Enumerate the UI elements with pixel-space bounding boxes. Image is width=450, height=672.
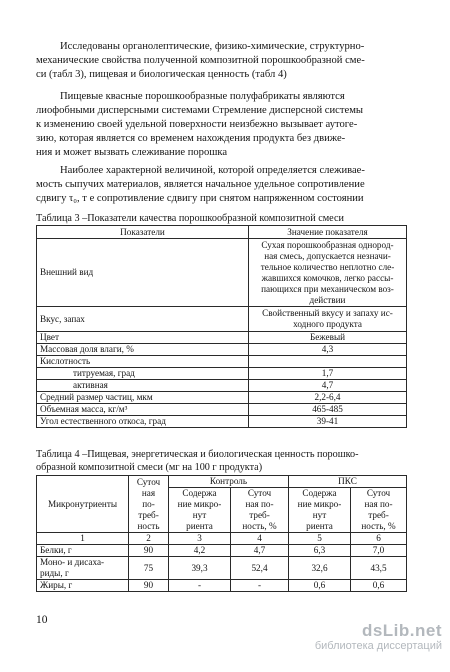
- table3-cell-value: 4,3: [249, 344, 407, 356]
- table4-cell: 0,6: [289, 580, 351, 592]
- table4-cell: 39,3: [169, 557, 231, 580]
- table3-cell-name: титруемая, град: [37, 368, 249, 380]
- table4-header-content: Содержа ние микро- нут риента: [289, 488, 351, 533]
- table4-header-daily-need: Суточ ная по- треб- ность: [129, 476, 169, 533]
- table3-cell-value: [249, 356, 407, 368]
- table4: [36, 475, 407, 592]
- table3-header-indicator: Показатели: [37, 226, 249, 239]
- table3-cell-name: Вкус, запах: [37, 307, 249, 332]
- table4-cell: 4,7: [231, 545, 289, 557]
- table3-cell-name: активная: [37, 380, 249, 392]
- table4-cell: 32,6: [289, 557, 351, 580]
- text-line: си (табл 3), пищевая и биологическая ценность (табл 4): [36, 69, 287, 80]
- text-line: к изменению своей удельной поверхности неизбежно вызывает аутоге-: [36, 119, 358, 130]
- table4-column-number: 2: [129, 533, 169, 545]
- table4-cell: 7,0: [351, 545, 407, 557]
- table3-cell-name: Угол естественного откоса, град: [37, 416, 249, 428]
- table4-cell-name: Белки, г: [37, 545, 129, 557]
- text-line: лиофобными дисперсными системами Стремление дисперсной системы: [36, 105, 364, 116]
- text-line: зию, которая является со временем нахождения продукта без движе-: [36, 133, 346, 144]
- table4-header-need-percent: Суточ ная по- треб- ность, %: [231, 488, 289, 533]
- text-line: Исследованы органолептические, физико-химические, структурно-: [60, 41, 365, 52]
- table3-cell-name: Объемная масса, кг/м³: [37, 404, 249, 416]
- table3-cell-name: Массовая доля влаги, %: [37, 344, 249, 356]
- table4-cell-name: Моно- и дисаха- риды, г: [37, 557, 129, 580]
- table4-column-number: 1: [37, 533, 129, 545]
- table3-cell-name: Цвет: [37, 332, 249, 344]
- table3-cell-value: Сухая порошкообразная однород- ная смесь, допускается незначи- тельное количество неплотно сле- жавшихся комочков, легко рассы- пающихся при механическом воз- действии: [249, 239, 407, 307]
- table4-cell: 4,2: [169, 545, 231, 557]
- table4-cell: 43,5: [351, 557, 407, 580]
- table4-cell: 90: [129, 545, 169, 557]
- table3-cell-name: Кислотность: [37, 356, 249, 368]
- table4-caption: Таблица 4 –Пищевая, энергетическая и биологическая ценность порошко- образной композитной смеси (мг на 100 г продукта): [36, 449, 359, 473]
- table4-cell: -: [231, 580, 289, 592]
- paragraph-3: [36, 164, 408, 206]
- table4-column-number: 4: [231, 533, 289, 545]
- paragraph-2: [36, 90, 408, 160]
- table4-cell: 6,3: [289, 545, 351, 557]
- table4-header-pks: ПКС: [289, 476, 407, 488]
- table4-cell-name: Жиры, г: [37, 580, 129, 592]
- table3-cell-value: 39-41: [249, 416, 407, 428]
- table3-cell-value: Свойственный вкусу и запаху ис- ходного продукта: [249, 307, 407, 332]
- table3-cell-value: Бежевый: [249, 332, 407, 344]
- table3-header-value: Значение показателя: [249, 226, 407, 239]
- table3-caption: Таблица 3 –Показатели качества порошкообразной композитной смеси: [36, 213, 344, 224]
- table3-cell-value: 1,7: [249, 368, 407, 380]
- table3-cell-name: Внешний вид: [37, 239, 249, 307]
- watermark-brand: dsLib.net: [361, 621, 442, 640]
- table4-cell: -: [169, 580, 231, 592]
- table4-header-control: Контроль: [169, 476, 289, 488]
- page-number: 10: [36, 614, 48, 626]
- table3-cell-value: 2,2-6,4: [249, 392, 407, 404]
- watermark-subtitle: библиотека диссертаций: [314, 640, 442, 652]
- table4-column-number: 6: [351, 533, 407, 545]
- table4-header-need-percent: Суточ ная по- треб- ность, %: [351, 488, 407, 533]
- table3-cell-value: 465-485: [249, 404, 407, 416]
- table4-column-number: 5: [289, 533, 351, 545]
- table4-cell: 52,4: [231, 557, 289, 580]
- text-line: ния и может вызвать слеживание порошка: [36, 147, 228, 158]
- text-line: мость сыпучих материалов, является начальное удельное сопротивление: [36, 179, 365, 190]
- text-line: Наиболее характерной величиной, которой определяется слеживае-: [60, 165, 365, 176]
- paragraph-1: [36, 40, 408, 82]
- table3: [36, 225, 407, 428]
- text-line: сдвигу τ₀, т е сопротивление сдвигу при снятом напряженном состоянии: [36, 193, 364, 204]
- table4-header-micronutrients: Микронутриенты: [37, 476, 129, 533]
- text-line: Пищевые квасные порошкообразные полуфабрикаты являются: [60, 91, 345, 102]
- table4-cell: 0,6: [351, 580, 407, 592]
- text-line: механические свойства полученной композитной порошкообразной сме-: [36, 55, 365, 66]
- table4-cell: 90: [129, 580, 169, 592]
- table4-cell: 75: [129, 557, 169, 580]
- table3-cell-value: 4,7: [249, 380, 407, 392]
- table4-header-content: Содержа ние микро- нут риента: [169, 488, 231, 533]
- table3-cell-name: Средний размер частиц, мкм: [37, 392, 249, 404]
- watermark: [315, 622, 442, 653]
- table4-column-number: 3: [169, 533, 231, 545]
